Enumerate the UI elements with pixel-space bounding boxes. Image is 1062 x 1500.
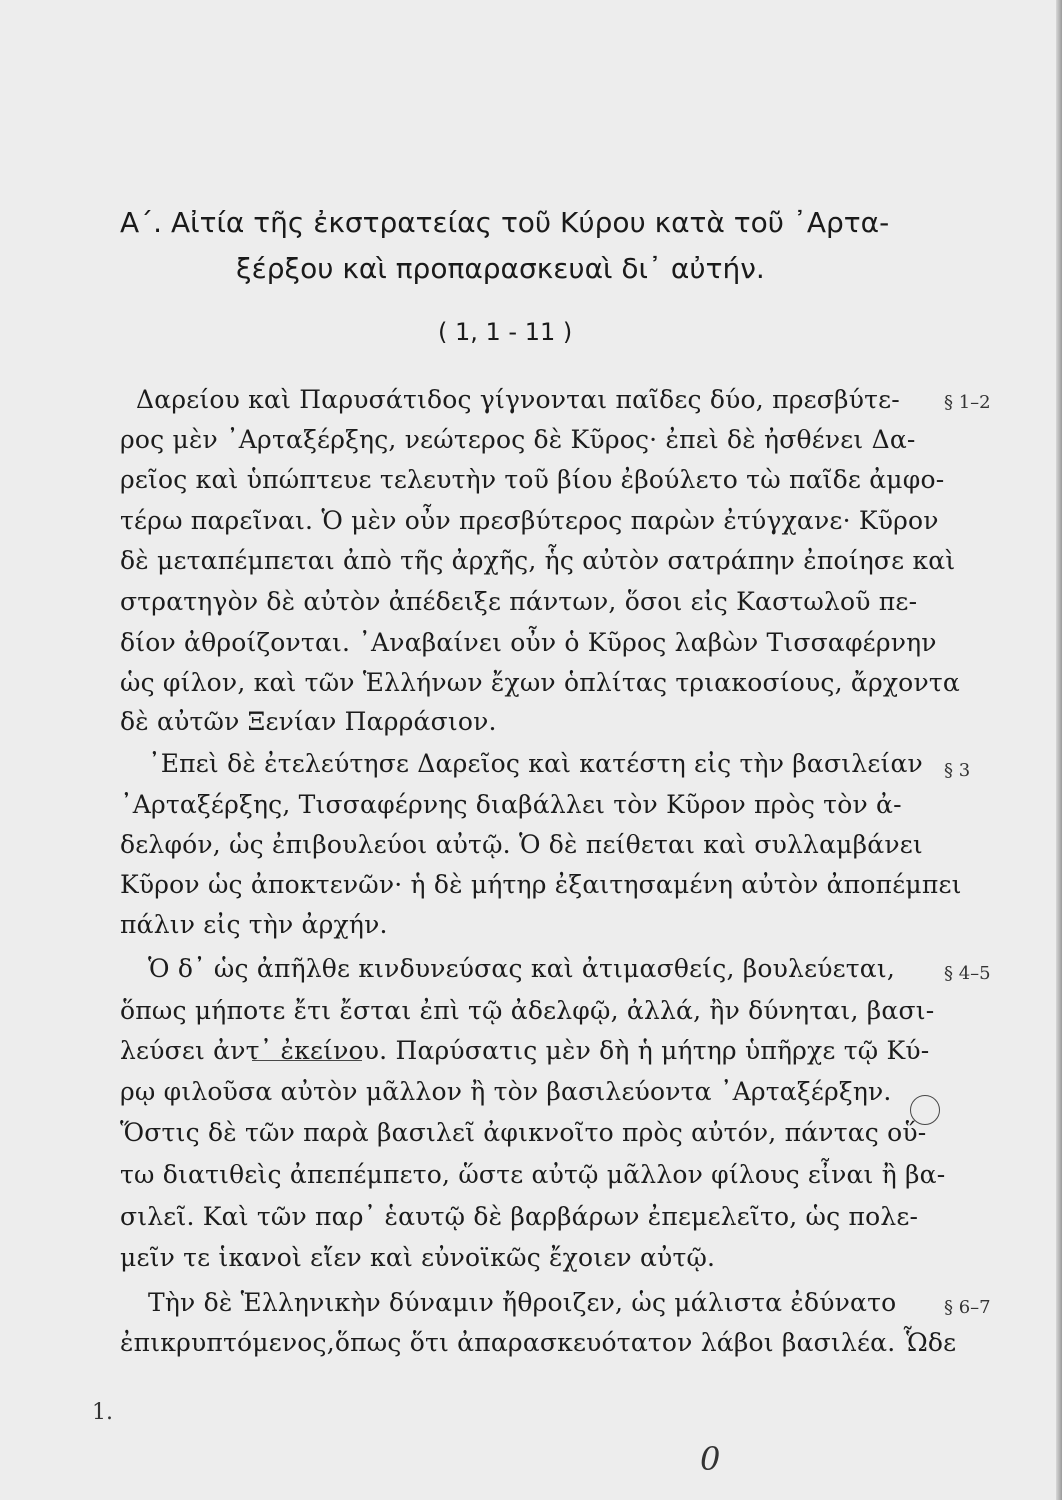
text-line-3: ρεῖος καὶ ὑπώπτευε τελευτὴν τοῦ βίου ἐβούλετο τὼ παῖδε ἀμφο-	[120, 465, 945, 494]
text-line-1: Δαρείου καὶ Παρυσάτιδος γίγνονται παῖδες δύο, πρεσβύτε-	[136, 385, 900, 414]
text-line-10: ᾿Επεὶ δὲ ἐτελεύτησε Δαρεῖος καὶ κατέστη εἰς τὴν βασιλείαν	[148, 749, 923, 778]
text-line-17: λεύσει ἀντ᾿ ἐκείνου. Παρύσατις μὲν δὴ ἡ μήτηρ ὑπῆρχε τῷ Κύ-	[120, 1036, 930, 1065]
text-line-23: Τὴν δὲ Ἑλληνικὴν δύναμιν ἤθροιζεν, ὡς μάλιστα ἐδύνατο	[148, 1288, 897, 1317]
section-mark-1-2: § 1–2	[944, 392, 991, 413]
pencil-scribble	[910, 1095, 940, 1125]
text-line-4: τέρω παρεῖναι. Ὁ μὲν οὖν πρεσβύτερος παρὼν ἐτύγχανε· Κῦρον	[120, 506, 939, 535]
text-line-22: μεῖν τε ἱκανοὶ εἴεν καὶ εὐνοϊκῶς ἔχοιεν αὐτῷ.	[120, 1243, 716, 1272]
text-line-21: σιλεῖ. Καὶ τῶν παρ᾿ ἑαυτῷ δὲ βαρβάρων ἐπεμελεῖτο, ὡς πολε-	[120, 1202, 919, 1231]
text-line-2: ρος μὲν ᾿Αρταξέρξης, νεώτερος δὲ Κῦρος· ἐπεὶ δὲ ἠσθένει Δα-	[120, 425, 916, 454]
text-line-11: ᾿Αρταξέρξης, Τισσαφέρνης διαβάλλει τὸν Κῦρον πρὸς τὸν ἀ-	[120, 790, 902, 819]
text-line-24: ἐπικρυπτόμενος,ὅπως ὅτι ἀπαρασκευότατον λάβοι βασιλέα. Ὧδε	[120, 1328, 957, 1357]
page-mark-left: 1.	[92, 1400, 113, 1425]
text-line-7: δίον ἀθροίζονται. ᾿Αναβαίνει οὖν ὁ Κῦρος λαβὼν Τισσαφέρνην	[120, 628, 937, 657]
text-line-19: Ὅστις δὲ τῶν παρὰ βασιλεῖ ἀφικνοῖτο πρὸς αὐτόν, πάντας οὕ-	[120, 1118, 927, 1147]
pencil-underline	[252, 1060, 362, 1061]
chapter-heading-line-1: Α΄. Αἰτία τῆς ἐκστρατείας τοῦ Κύρου κατὰ τοῦ ᾿Αρτα-	[120, 206, 890, 239]
text-line-13: Κῦρον ὡς ἀποκτενῶν· ἡ δὲ μήτηρ ἐξαιτησαμένη αὐτὸν ἀποπέμπει	[120, 870, 962, 899]
text-line-18: ρῳ φιλοῦσα αὐτὸν μᾶλλον ἢ τὸν βασιλεύοντα ᾿Αρταξέρξην.	[120, 1077, 892, 1106]
section-mark-4-5: § 4–5	[944, 963, 991, 984]
page-edge-shadow	[1056, 0, 1062, 1500]
chapter-heading-line-2: ξέρξου καὶ προπαρασκευαὶ δι᾿ αὐτήν.	[236, 252, 765, 285]
text-line-12: δελφόν, ὡς ἐπιβουλεύοι αὐτῷ. Ὁ δὲ πείθεται καὶ συλλαμβάνει	[120, 830, 923, 859]
section-mark-6-7: § 6–7	[944, 1297, 991, 1318]
page-mark-handwritten: 0	[700, 1440, 721, 1478]
text-line-16: ὅπως μήποτε ἔτι ἔσται ἐπὶ τῷ ἀδελφῷ, ἀλλά, ἢν δύνηται, βασι-	[120, 996, 935, 1025]
text-line-5: δὲ μεταπέμπεται ἀπὸ τῆς ἀρχῆς, ἧς αὐτὸν σατράπην ἐποίησε καὶ	[120, 546, 956, 575]
text-line-9: δὲ αὐτῶν Ξενίαν Παρράσιον.	[120, 707, 497, 736]
section-mark-3: § 3	[944, 760, 971, 781]
text-line-8: ὡς φίλον, καὶ τῶν Ἑλλήνων ἔχων ὁπλίτας τριακοσίους, ἄρχοντα	[120, 668, 960, 697]
passage-reference: ( 1, 1 - 11 )	[438, 318, 573, 346]
text-line-15: Ὁ δ᾿ ὡς ἀπῆλθε κινδυνεύσας καὶ ἀτιμασθείς, βουλεύεται,	[148, 954, 896, 983]
text-line-6: στρατηγὸν δὲ αὐτὸν ἀπέδειξε πάντων, ὅσοι εἰς Καστωλοῦ πε-	[120, 587, 918, 616]
text-line-20: τω διατιθεὶς ἀπεπέμπετο, ὥστε αὐτῷ μᾶλλον φίλους εἶναι ἢ βα-	[120, 1160, 946, 1189]
text-line-14: πάλιν εἰς τὴν ἀρχήν.	[120, 910, 388, 939]
